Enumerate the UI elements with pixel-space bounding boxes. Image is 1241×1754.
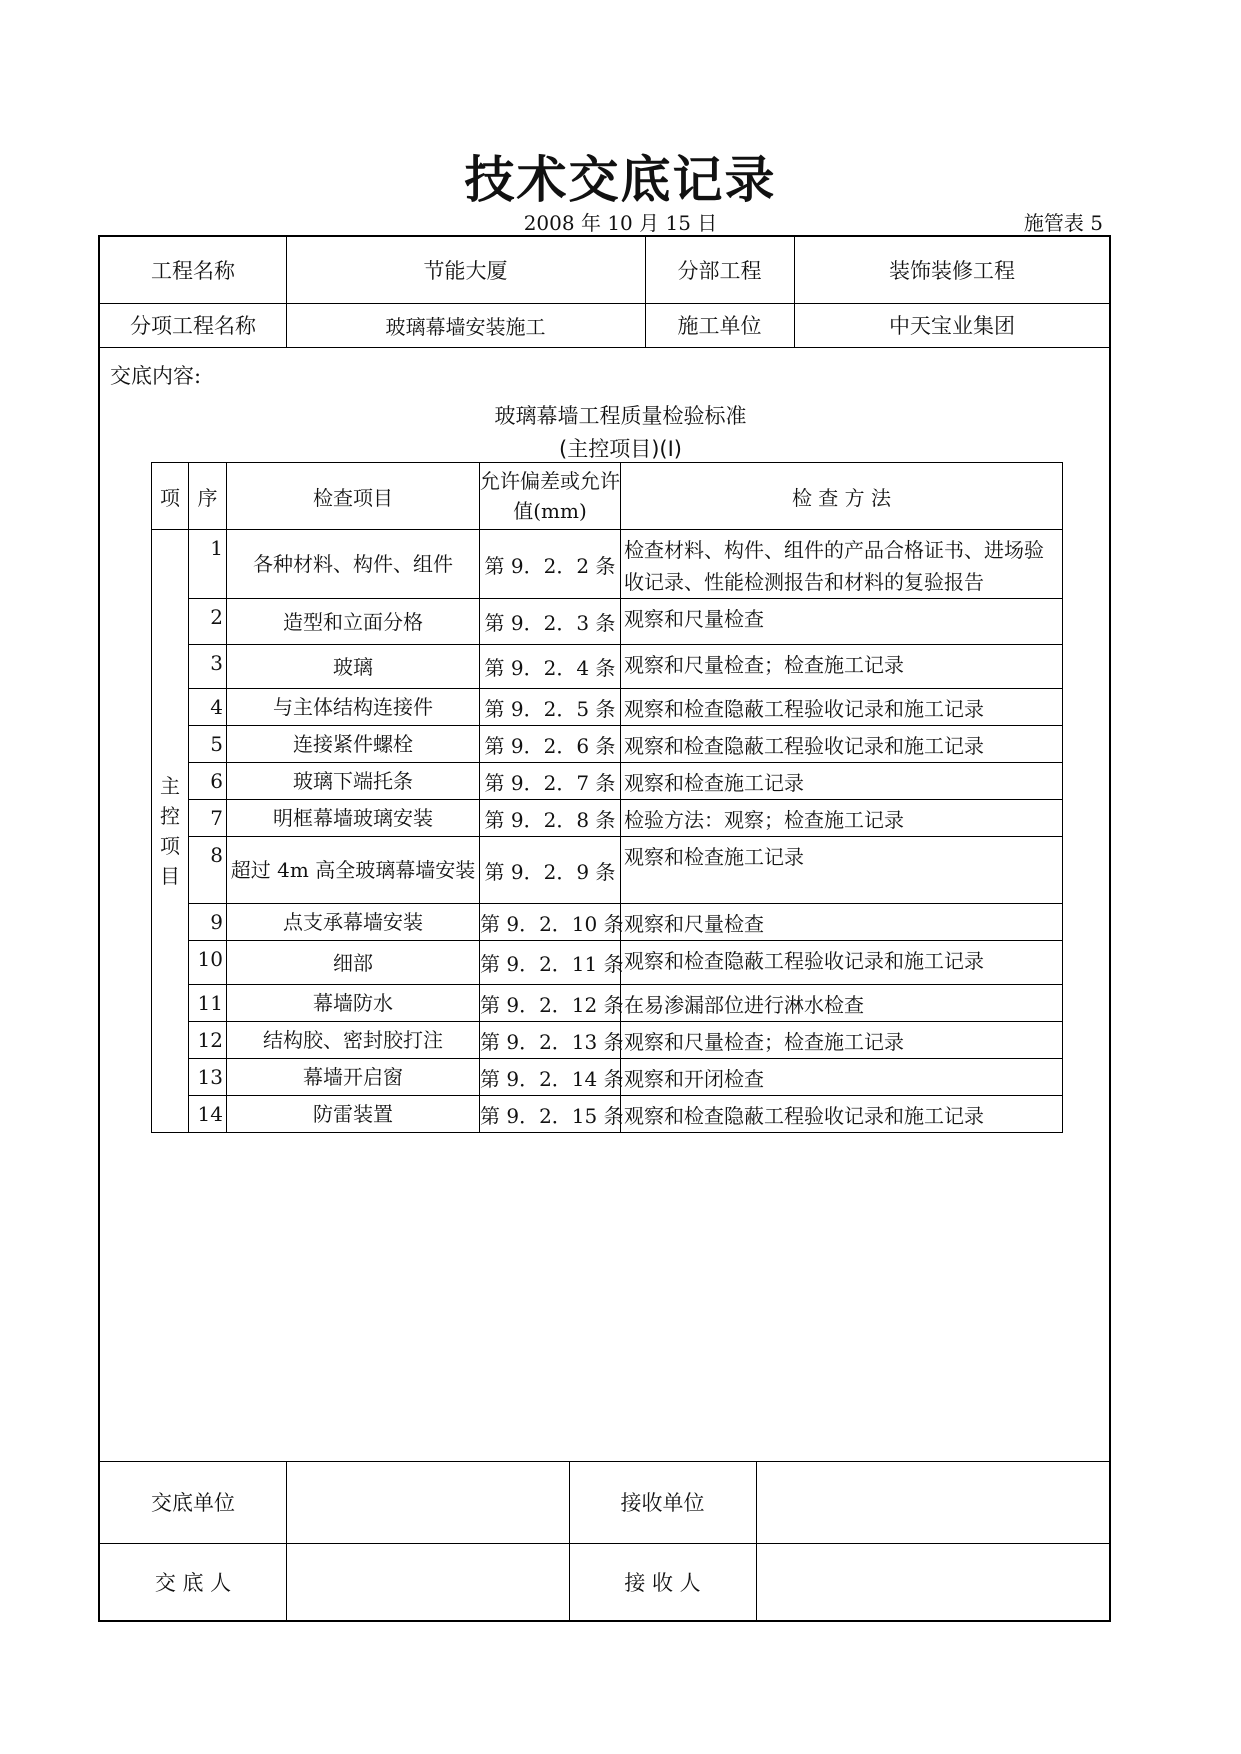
item-cell: 超过 4m 高全玻璃幕墙安装 (227, 837, 480, 904)
division-value: 装饰装修工程 (889, 259, 1015, 283)
method-cell: 观察和检查隐蔽工程验收记录和施工记录 (621, 1096, 1063, 1133)
item-cell: 玻璃下端托条 (227, 763, 480, 800)
seq-cell: 12 (189, 1022, 227, 1059)
item-cell: 各种材料、构件、组件 (227, 530, 480, 599)
col-seq: 序 (189, 463, 227, 530)
table-row (152, 689, 1063, 726)
tolerance-cell: 第 9．2．2 条 (480, 530, 621, 599)
method-cell: 观察和检查隐蔽工程验收记录和施工记录 (621, 689, 1063, 726)
seq-cell: 5 (189, 726, 227, 763)
receiving-unit-label: 接收单位 (620, 1491, 705, 1515)
record-date: 2008 年 10 月 15 日 (523, 211, 718, 235)
method-cell: 观察和检查隐蔽工程验收记录和施工记录 (621, 726, 1063, 763)
table-row (152, 837, 1063, 904)
table-row (152, 599, 1063, 645)
table-row (152, 904, 1063, 941)
table-row (152, 763, 1063, 800)
seq-cell: 8 (189, 837, 227, 904)
item-cell: 造型和立面分格 (227, 599, 480, 645)
contractor-label: 施工单位 (677, 314, 762, 338)
table-header-row (152, 463, 1063, 530)
subitem-label: 分项工程名称 (130, 314, 256, 338)
seq-cell: 2 (189, 599, 227, 645)
item-cell: 玻璃 (227, 645, 480, 689)
tolerance-cell: 第 9．2．7 条 (480, 763, 621, 800)
handover-unit-label: 交底单位 (151, 1491, 235, 1515)
standard-title: 玻璃幕墙工程质量检验标准 (494, 404, 747, 428)
seq-cell: 1 (189, 530, 227, 599)
item-cell: 明框幕墙玻璃安装 (227, 800, 480, 837)
method-cell: 观察和检查隐蔽工程验收记录和施工记录 (621, 941, 1063, 985)
method-cell: 观察和尺量检查 (621, 904, 1063, 941)
table-row (152, 800, 1063, 837)
seq-cell: 13 (189, 1059, 227, 1096)
seq-cell: 4 (189, 689, 227, 726)
tolerance-cell: 第 9．2．14 条 (480, 1059, 621, 1096)
handover-person-field[interactable] (286, 1543, 569, 1621)
item-cell: 幕墙防水 (227, 985, 480, 1022)
category-cell: 主控项目 (152, 530, 189, 1133)
item-cell: 点支承幕墙安装 (227, 904, 480, 941)
tolerance-cell: 第 9．2．10 条 (480, 904, 621, 941)
tolerance-cell: 第 9．2．6 条 (480, 726, 621, 763)
page-title: 技术交底记录 (464, 151, 777, 209)
content-label: 交底内容: (110, 364, 202, 388)
method-cell: 观察和尺量检查 (621, 599, 1063, 645)
seq-cell: 3 (189, 645, 227, 689)
receiver-field[interactable] (756, 1543, 1110, 1621)
seq-cell: 11 (189, 985, 227, 1022)
method-cell: 观察和检查施工记录 (621, 837, 1063, 904)
project-name-label: 工程名称 (151, 259, 235, 283)
receiver-label: 接 收 人 (624, 1571, 701, 1595)
method-cell: 观察和尺量检查；检查施工记录 (621, 645, 1063, 689)
receiving-unit-field[interactable] (756, 1461, 1110, 1543)
contractor-value: 中天宝业集团 (889, 314, 1015, 338)
table-row (152, 941, 1063, 985)
item-cell: 结构胶、密封胶打注 (227, 1022, 480, 1059)
table-row (152, 1059, 1063, 1096)
item-cell: 细部 (227, 941, 480, 985)
handover-person-label: 交 底 人 (154, 1571, 232, 1595)
header-bottom-line (100, 347, 1110, 348)
method-cell: 检查材料、构件、组件的产品合格证书、进场验收记录、性能检测报告和材料的复验报告 (621, 530, 1063, 599)
seq-cell: 14 (189, 1096, 227, 1133)
col-tolerance: 允许偏差或允许值(mm) (480, 463, 621, 530)
table-row (152, 985, 1063, 1022)
table-row (152, 645, 1063, 689)
col-method: 检 查 方 法 (621, 463, 1063, 530)
method-cell: 观察和开闭检查 (621, 1059, 1063, 1096)
table-row (152, 1096, 1063, 1133)
table-body (152, 530, 1063, 1133)
method-cell: 检验方法：观察；检查施工记录 (621, 800, 1063, 837)
tolerance-cell: 第 9．2．15 条 (480, 1096, 621, 1133)
tolerance-cell: 第 9．2．12 条 (480, 985, 621, 1022)
seq-cell: 7 (189, 800, 227, 837)
col-category: 项 (152, 463, 189, 530)
tolerance-cell: 第 9．2．9 条 (480, 837, 621, 904)
subitem-value: 玻璃幕墙安装施工 (385, 314, 546, 339)
seq-cell: 6 (189, 763, 227, 800)
handover-unit-field[interactable] (286, 1461, 569, 1543)
item-cell: 防雷装置 (227, 1096, 480, 1133)
col-item: 检查项目 (227, 463, 480, 530)
seq-cell: 10 (189, 941, 227, 985)
method-cell: 在易渗漏部位进行淋水检查 (621, 985, 1063, 1022)
item-cell: 与主体结构连接件 (227, 689, 480, 726)
project-name-value: 节能大厦 (423, 259, 508, 283)
table-row (152, 1022, 1063, 1059)
seq-cell: 9 (189, 904, 227, 941)
inspection-standard-table (151, 462, 1063, 1133)
tolerance-cell: 第 9．2．8 条 (480, 800, 621, 837)
table-row (152, 530, 1063, 599)
tolerance-cell: 第 9．2．5 条 (480, 689, 621, 726)
item-cell: 幕墙开启窗 (227, 1059, 480, 1096)
tolerance-cell: 第 9．2．4 条 (480, 645, 621, 689)
method-cell: 观察和尺量检查；检查施工记录 (621, 1022, 1063, 1059)
table-row (152, 726, 1063, 763)
division-label: 分部工程 (677, 259, 762, 283)
tolerance-cell: 第 9．2．3 条 (480, 599, 621, 645)
tolerance-cell: 第 9．2．11 条 (480, 941, 621, 985)
item-cell: 连接紧件螺栓 (227, 726, 480, 763)
form-number: 施管表 5 (1023, 211, 1103, 235)
method-cell: 观察和检查施工记录 (621, 763, 1063, 800)
tolerance-cell: 第 9．2．13 条 (480, 1022, 621, 1059)
standard-subtitle: (主控项目)(I) (559, 437, 682, 461)
